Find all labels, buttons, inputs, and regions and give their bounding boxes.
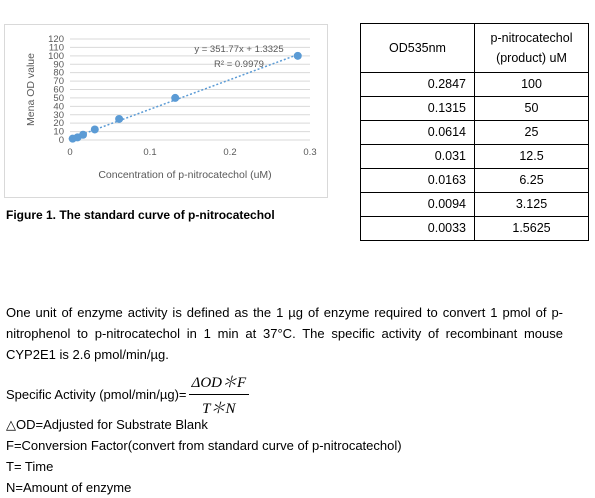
od-cell: 0.0614 — [361, 121, 475, 145]
def-delta-od: △OD=Adjusted for Substrate Blank — [6, 417, 208, 432]
conc-cell: 50 — [475, 97, 589, 121]
standard-table — [360, 23, 589, 241]
y-tick-label: 120 — [48, 34, 64, 45]
standard-curve-chart — [4, 24, 328, 198]
def-time: T= Time — [6, 459, 54, 474]
chart-svg — [5, 25, 327, 197]
header-product-line1: p-nitrocatechol — [490, 31, 573, 45]
conc-cell: 6.25 — [475, 169, 589, 193]
variable-definitions — [6, 414, 402, 498]
table-row — [361, 73, 589, 97]
table-row — [361, 97, 589, 121]
conc-cell: 1.5625 — [475, 217, 589, 241]
y-tick-label: 40 — [53, 101, 64, 113]
y-tick-label: 20 — [53, 118, 64, 130]
table-row — [361, 217, 589, 241]
def-factor: F=Conversion Factor(convert from standard curve of p-nitrocatechol) — [6, 438, 402, 453]
y-tick-label: 30 — [53, 109, 64, 121]
x-axis-title: Concentration of p-nitrocatechol (uM) — [98, 169, 272, 181]
data-point — [171, 94, 179, 102]
conc-cell: 100 — [475, 73, 589, 97]
conc-cell: 25 — [475, 121, 589, 145]
table-header-row — [361, 24, 589, 73]
y-tick-label: 80 — [53, 67, 64, 79]
equation-label: y = 351.77x + 1.3325 — [194, 44, 284, 55]
x-tick-label: 0 — [67, 147, 73, 158]
table-row — [361, 121, 589, 145]
y-tick-label: 50 — [53, 92, 64, 104]
data-point — [91, 125, 99, 133]
od-cell: 0.0163 — [361, 169, 475, 193]
formula-label: Specific Activity (pmol/min/µg)= — [6, 386, 187, 402]
y-tick-label: 90 — [53, 59, 64, 71]
od-cell: 0.0033 — [361, 217, 475, 241]
header-od: OD535nm — [361, 24, 475, 73]
conc-cell: 12.5 — [475, 145, 589, 169]
y-tick-label: 10 — [53, 126, 64, 138]
table-row — [361, 145, 589, 169]
table-row — [361, 193, 589, 217]
r-squared-label: R² = 0.9979 — [214, 59, 264, 70]
x-tick-label: 0.3 — [303, 147, 317, 158]
def-amount: N=Amount of enzyme — [6, 480, 132, 495]
y-tick-label: 110 — [48, 42, 64, 54]
formula-fraction — [189, 371, 250, 418]
od-cell: 0.1315 — [361, 97, 475, 121]
table-row — [361, 169, 589, 193]
y-axis-title: Mena OD value — [25, 53, 37, 126]
header-product-line2: (product) uM — [496, 51, 567, 65]
specific-activity-formula — [6, 374, 249, 417]
header-product — [475, 24, 589, 73]
y-tick-label: 70 — [53, 76, 64, 88]
x-tick-label: 0.2 — [223, 147, 237, 158]
x-tick-label: 0.1 — [143, 147, 157, 158]
y-tick-label: 60 — [53, 84, 64, 96]
od-cell: 0.031 — [361, 145, 475, 169]
data-point — [79, 131, 87, 139]
od-cell: 0.2847 — [361, 73, 475, 97]
data-point — [115, 115, 123, 123]
unit-definition-paragraph: One unit of enzyme activity is defined as the 1 µg of enzyme required to convert 1 pmol of p-nitrophenol to p-nitrocatechol in 1 min at 37°C. The specific activity of recombinant mouse CYP2E1 is 2.6 pmol/min/µg. — [6, 305, 563, 362]
formula-numerator: ΔOD＊F — [189, 371, 250, 395]
conc-cell: 3.125 — [475, 193, 589, 217]
formula-denominator: T＊N — [202, 400, 236, 417]
data-point — [294, 52, 302, 60]
od-cell: 0.0094 — [361, 193, 475, 217]
figure-caption: Figure 1. The standard curve of p-nitrocatechol — [6, 208, 275, 222]
y-tick-label: 0 — [58, 135, 64, 146]
y-tick-label: 100 — [48, 50, 64, 62]
